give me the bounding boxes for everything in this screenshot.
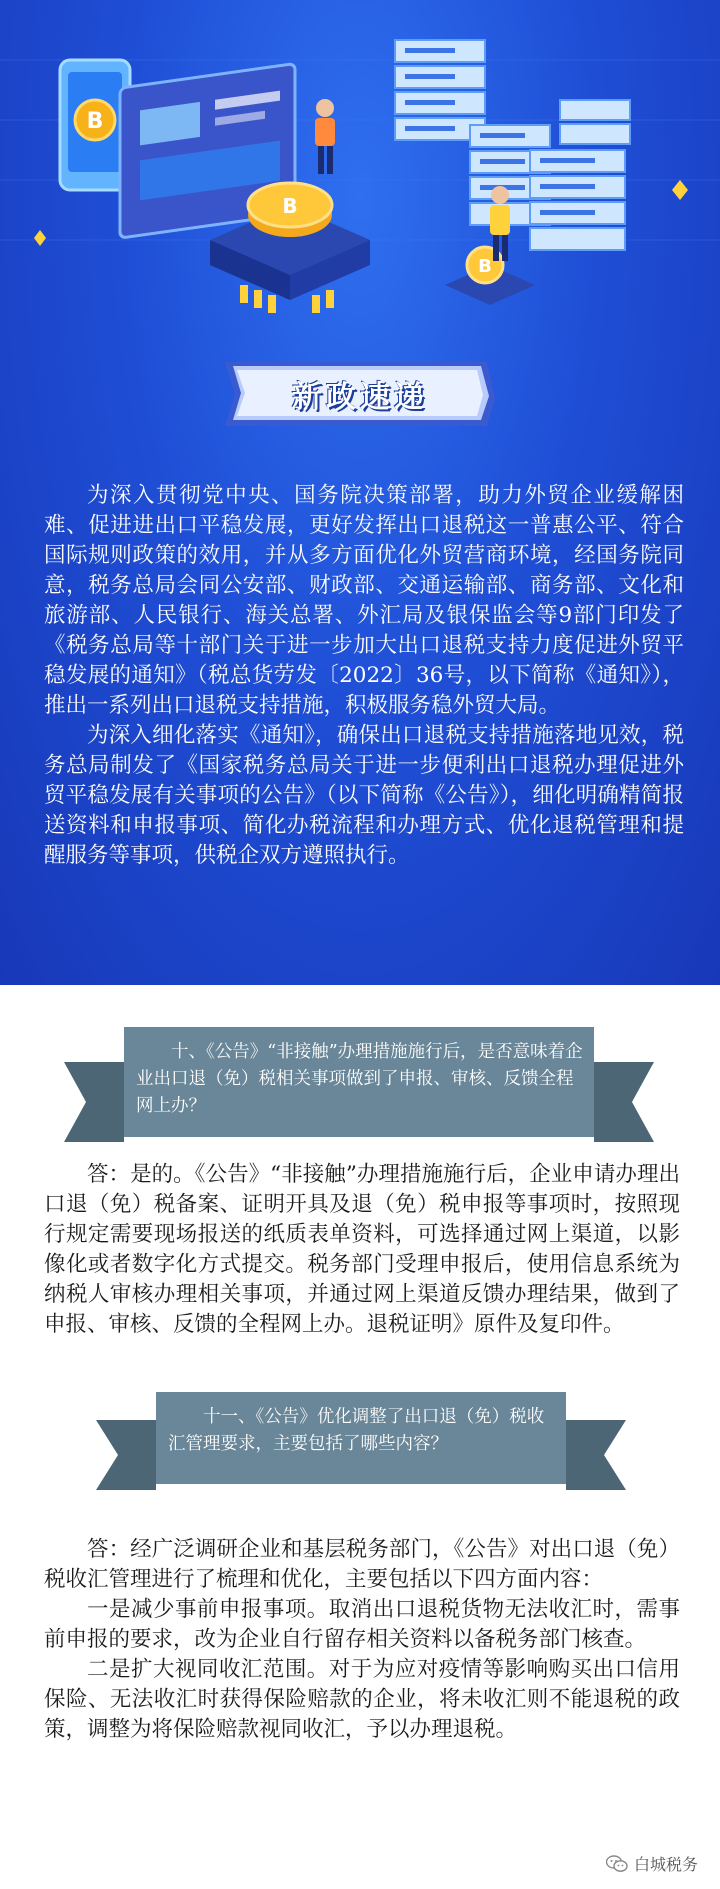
person-icon [490, 186, 510, 261]
answer-paragraph: 答：是的。《公告》“非接触”办理措施施行后，企业申请办理出口退（免）税备案、证明开具及退（免）税申报等事项时，按照现行规定需要现场报送的纸质表单资料，可选择通过网上渠道，以影像化或者数字化方式提交。税务部门受理申报后，使用信息系统为纳税人审核办理相关事项，并通过网上渠道反馈办理结果，做到了申报、审核、反馈的全程网上办。退税证明》原件及复印件。 [44, 1162, 680, 1337]
account-name: 白城税务 [633, 1855, 698, 1874]
intro-paragraph: 为深入贯彻党中央、国务院决策部署，助力外贸企业缓解困难、促进进出口平稳发展，更好发挥出口退税这一普惠公平、符合国际规则政策的效用，并从多方面优化外贸营商环境，经国务院同意，税务总局会同公安部、财政部、交通运输部、商务部、文化和旅游部、人民银行、海关总署、外汇局及银保监会等9部门印发了《税务总局等十部门关于进一步加大出口退税支持力度促进外贸平稳发展的通知》（税总货劳发〔2022〕36号，以下简称《通知》），推出一系列出口退税支持措施，积极服务稳外贸大局。 [44, 483, 684, 718]
question-text: 十一、《公告》优化调整了出口退（免）税收汇管理要求，主要包括了哪些内容？ [168, 1407, 545, 1454]
wechat-icon [606, 1855, 628, 1873]
answer-text [44, 1535, 680, 1745]
question-ribbon [64, 1022, 654, 1142]
svg-text:B: B [86, 109, 104, 134]
svg-text:B: B [478, 256, 492, 277]
svg-text:B: B [282, 194, 298, 218]
intro-text [44, 481, 684, 871]
small-coin-icon [445, 247, 535, 305]
question-ribbon [96, 1390, 626, 1490]
banner-title: 新政速递 [292, 380, 428, 415]
answer-paragraph: 答：经广泛调研企业和基层税务部门，《公告》对出口退（免）税收汇管理进行了梳理和优化，主要包括以下四方面内容： [44, 1537, 680, 1592]
answer-paragraph: 二是扩大视同收汇范围。对于为应对疫情等影响购买出口信用保险、无法收汇时获得保险赔款的企业，将未收汇则不能退税的政策，调整为将保险赔款视同收汇，予以办理退税。 [44, 1657, 680, 1742]
server-stack-icon [395, 40, 630, 250]
intro-paragraph: 为深入细化落实《通知》，确保出口退税支持措施落地见效，税务总局制发了《国家税务总局关于进一步便利出口退税办理促进外贸平稳发展有关事项的公告》（以下简称《公告》），细化明确精简报送资料和申报事项、简化办税流程和办理方式、优化退税管理和提醒服务等事项，供税企双方遵照执行。 [44, 723, 684, 868]
person-icon [315, 99, 335, 174]
question-text: 十、《公告》“非接触”办理措施施行后，是否意味着企业出口退（免）税相关事项做到了申报、审核、反馈全程网上办？ [136, 1042, 583, 1116]
hero-illustration [0, 0, 720, 350]
footer-watermark [606, 1852, 698, 1875]
answer-text [44, 1160, 680, 1340]
answer-paragraph: 一是减少事前申报事项。取消出口退税货物无法收汇时，需事前申报的要求，改为企业自行留存相关资料以备税务部门核查。 [44, 1597, 680, 1652]
